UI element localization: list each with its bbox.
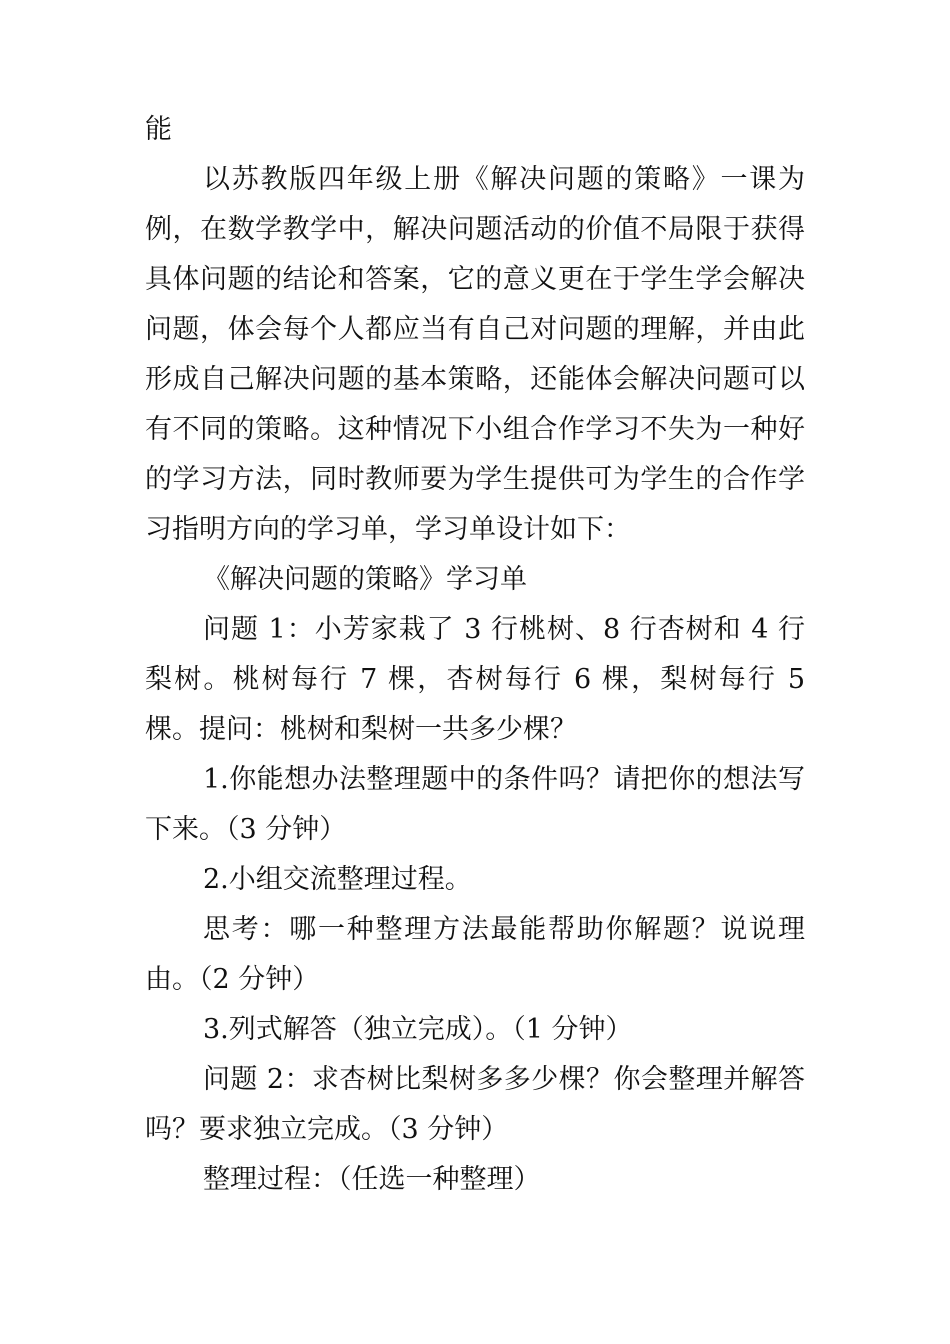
worksheet-title: 《解决问题的策略》学习单 [203,564,527,595]
problem-1: 问题 1：小芳家栽了 3 行桃树、8 行杏树和 4 行梨树。桃树每行 7 棵，杏树每行 6 棵，梨树每行 5 棵。提问：桃树和梨树一共多少棵？ [145,614,805,745]
step-3: 3.列式解答（独立完成）。（1 分钟） [203,1014,633,1045]
paragraph-continuation: 能 [145,114,172,145]
step-2: 2.小组交流整理过程。 [203,864,472,895]
arrangement-process: 整理过程：（任选一种整理） [203,1164,541,1195]
document-page [145,105,805,1205]
step-1: 1.你能想办法整理题中的条件吗？请把你的想法写下来。（3 分钟） [145,764,805,845]
think-question: 思考：哪一种整理方法最能帮助你解题？说说理由。（2 分钟） [145,914,805,995]
paragraph-intro: 以苏教版四年级上册《解决问题的策略》一课为例，在数学教学中，解决问题活动的价值不局限于获得具体问题的结论和答案，它的意义更在于学生学会解决问题，体会每个人都应当有自己对问题的理解，并由此形成自己解决问题的基本策略，还能体会解决问题可以有不同的策略。这种情况下小组合作学习不失为一种好的学习方法，同时教师要为学生提供可为学生的合作学习指明方向的学习单，学习单设计如下： [145,164,805,545]
problem-2: 问题 2：求杏树比梨树多多少棵？你会整理并解答吗？要求独立完成。（3 分钟） [145,1064,805,1145]
